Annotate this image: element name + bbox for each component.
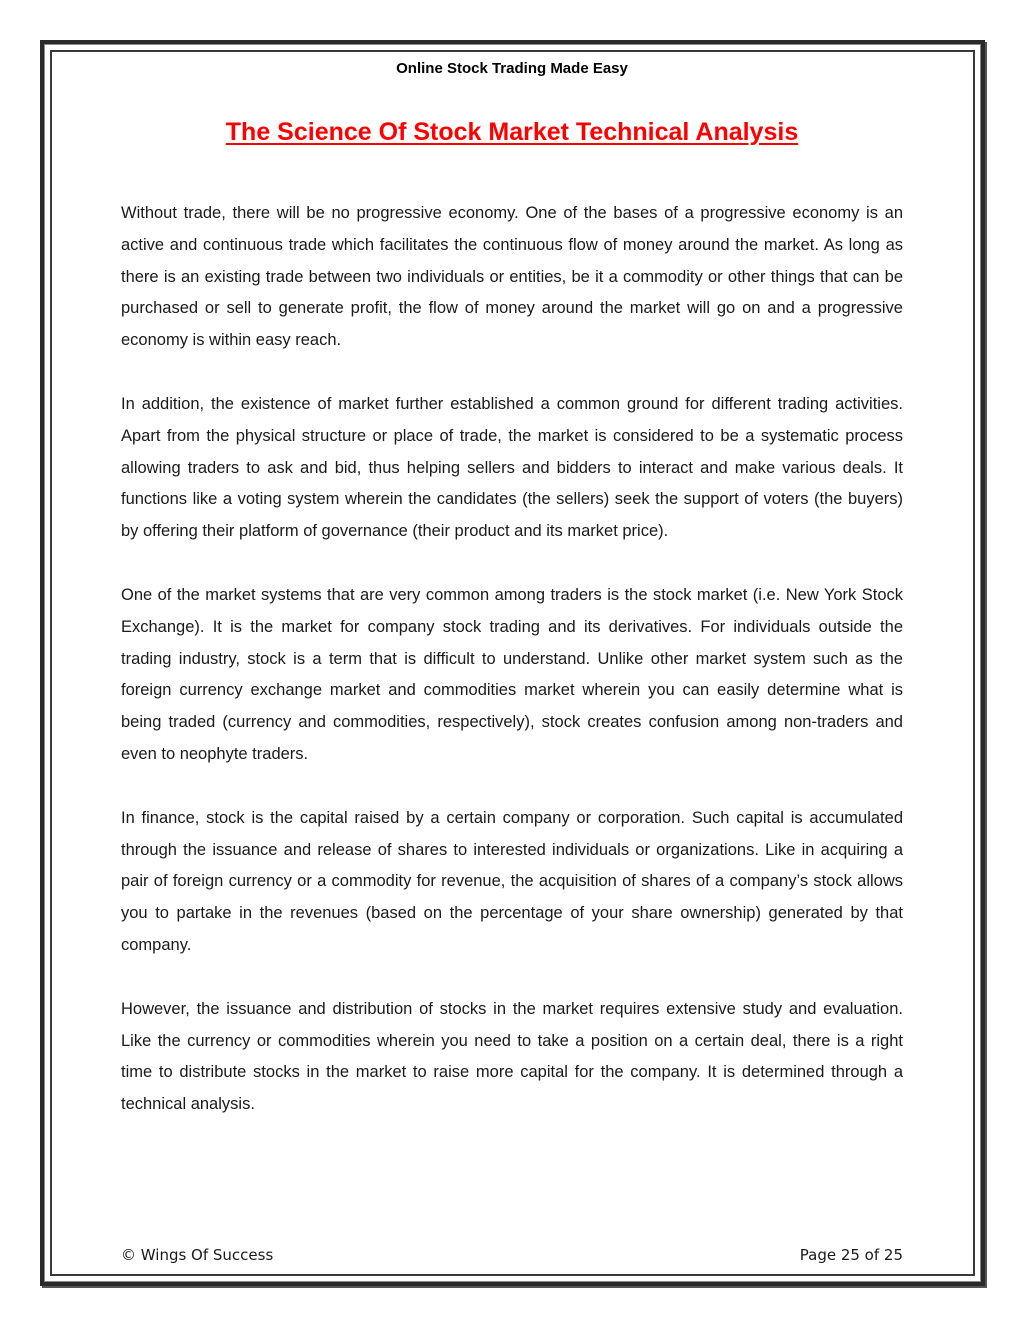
document-title: The Science Of Stock Market Technical Analysis <box>225 118 799 146</box>
paragraph-3: One of the market systems that are very common among traders is the stock market (i.e. New York Stock Exchange). It is the market for company stock trading and its derivatives. For individuals outside the trading industry, stock is a term that is difficult to understand. Unlike other market system such as the foreign currency exchange market and commodities market wherein you can easily determine what is being traded (currency and commodities, respectively), stock creates confusion among non-traders and even to neophyte traders. <box>121 585 903 763</box>
footer-page-number: Page 25 of 25 <box>799 1246 903 1264</box>
document-body <box>121 198 903 1153</box>
paragraph-1: Without trade, there will be no progressive economy. One of the bases of a progressive economy is an active and continuous trade which facilitates the continuous flow of money around the market. As long as there is an existing trade between two individuals or entities, be it a commodity or other things that can be purchased or sell to generate profit, the flow of money around the market will go on and a progressive economy is within easy reach. <box>121 204 903 350</box>
running-header: Online Stock Trading Made Easy <box>396 60 628 77</box>
paragraph-5: However, the issuance and distribution of stocks in the market requires extensive study and evaluation. Like the currency or commodities wherein you need to take a position on a certain deal, there is a right time to distribute stocks in the market to raise more capital for the company. It is determined through a technical analysis. <box>121 999 903 1114</box>
paragraph-4: In finance, stock is the capital raised by a certain company or corporation. Such capital is accumulated through the issuance and release of shares to interested individuals or organizations. Like in acquiring a pair of foreign currency or a commodity for revenue, the acquisition of shares of a company’s stock allows you to partake in the revenues (based on the percentage of your share ownership) generated by that company. <box>121 808 903 954</box>
paragraph-2: In addition, the existence of market further established a common ground for different trading activities. Apart from the physical structure or place of trade, the market is considered to be a systematic process allowing traders to ask and bid, thus helping sellers and bidders to interact and make various deals. It functions like a voting system wherein the candidates (the sellers) seek the support of voters (the buyers) by offering their platform of governance (their product and its market price). <box>121 394 903 541</box>
footer-copyright: © Wings Of Success <box>121 1246 274 1264</box>
